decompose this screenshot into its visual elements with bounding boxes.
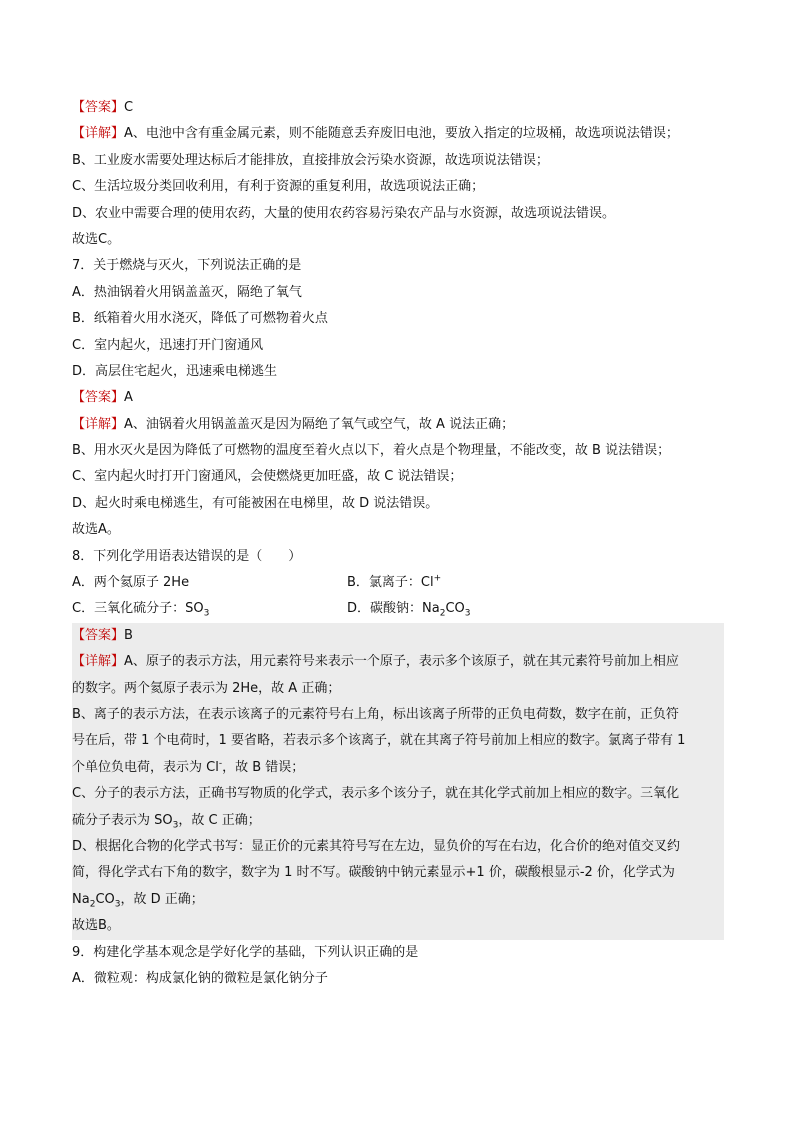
question-stem: 7．关于燃烧与灭火，下列说法正确的是 bbox=[72, 258, 302, 274]
detail-line bbox=[72, 649, 724, 675]
options-row bbox=[72, 570, 724, 596]
detail-text: A、电池中含有重金属元素，则不能随意丢弃废旧电池，要放入指定的垃圾桶，故选项说法错误； bbox=[124, 126, 679, 142]
detail-line: 简，得化学式右下角的数字，数字为 1 时不写。碳酸钠中钠元素显示+1 价，碳酸根显示-2 价，化学式为 bbox=[72, 865, 675, 881]
answer-value: C bbox=[124, 100, 134, 115]
detail-line: 的数字。两个氦原子表示为 2He，故 A 正确； bbox=[72, 680, 341, 696]
option-a: A．微粒观：构成氯化钠的微粒是氯化钠分子 bbox=[72, 970, 328, 986]
detail-line bbox=[72, 412, 724, 438]
detail-line: 号在后，带 1 个电荷时，1 要省略，若表示多个该离子，就在其离子符号前加上相应的数字。氯离子带有 1 bbox=[72, 733, 686, 749]
detail-line: 个单位负电荷，表示为 Cl-，故 B 错误； bbox=[72, 758, 305, 775]
answer-value: A bbox=[124, 390, 133, 406]
detail-text: A、油锅着火用锅盖盖灭是因为隔绝了氧气或空气，故 A 说法正确； bbox=[124, 416, 515, 432]
detail-line: C、生活垃圾分类回收利用，有利于资源的重复利用，故选项说法正确； bbox=[72, 179, 485, 195]
detail-line: C、分子的表示方法，正确书写物质的化学式，表示多个该分子，就在其化学式前加上相应的数字。三氧化 bbox=[72, 786, 680, 802]
detail-line: C、室内起火时打开门窗通风，会使燃烧更加旺盛，故 C 说法错误； bbox=[72, 469, 463, 485]
detail-line: D、农业中需要合理的使用农药，大量的使用农药容易污染农产品与水资源，故选项说法错误。 bbox=[72, 205, 616, 221]
question-stem: 8．下列化学用语表达错误的是（ ） bbox=[72, 548, 302, 564]
answer-line bbox=[72, 95, 724, 121]
detail-line: B、工业废水需要处理达标后才能排放，直接排放会污染水资源，故选项说法错误； bbox=[72, 152, 549, 168]
conclusion-line: 故选A。 bbox=[72, 522, 120, 538]
answer-line bbox=[72, 385, 724, 411]
answer-line bbox=[72, 623, 724, 649]
detail-line bbox=[72, 121, 724, 147]
answer-tag: 【答案】 bbox=[72, 627, 125, 643]
detail-tag: 【详解】 bbox=[72, 654, 125, 670]
explanation-block bbox=[72, 623, 724, 940]
option-c: C．三氧化硫分子：$SO_3$ bbox=[72, 601, 210, 620]
option-a: A．热油锅着火用锅盖盖灭，隔绝了氧气 bbox=[72, 284, 302, 300]
detail-line: B、离子的表示方法，在表示该离子的元素符号右上角，标出该离子所带的正负电荷数，数字在前，正负符 bbox=[72, 706, 679, 722]
detail-line: 硫分子表示为 $SO_3$，故 C 正确； bbox=[72, 812, 261, 831]
option-c: C．室内起火，迅速打开门窗通风 bbox=[72, 337, 264, 353]
detail-line: D、起火时乘电梯逃生，有可能被困在电梯里，故 D 说法错误。 bbox=[72, 495, 439, 511]
option-d: D．高层住宅起火，迅速乘电梯逃生 bbox=[72, 363, 278, 379]
option-a: A．两个氦原子 2He bbox=[72, 575, 190, 591]
option-b: B．氯离子：Cl+ bbox=[347, 573, 442, 591]
option-d: D．碳酸钠：$Na_2CO_3$ bbox=[347, 601, 471, 620]
detail-line: B、用水灭火是因为降低了可燃物的温度至着火点以下，着火点是个物理量，不能改变，故 B 说法错误； bbox=[72, 443, 671, 459]
answer-tag: 【答案】 bbox=[72, 100, 125, 115]
option-b: B．纸箱着火用水浇灭，降低了可燃物着火点 bbox=[72, 311, 328, 327]
detail-line: D、根据化合物的化学式书写：显正价的元素其符号写在左边，显负价的写在右边，化合价的绝对值交叉约 bbox=[72, 838, 681, 854]
detail-text: A、原子的表示方法，用元素符号来表示一个原子，表示多个该原子，就在其元素符号前加上相应 bbox=[124, 654, 679, 670]
conclusion-line: 故选C。 bbox=[72, 231, 121, 247]
question-stem: 9．构建化学基本观念是学好化学的基础，下列认识正确的是 bbox=[72, 944, 419, 960]
answer-value: B bbox=[124, 627, 133, 643]
detail-line: $Na_2CO_3$，故 D 正确； bbox=[72, 891, 204, 910]
detail-tag: 【详解】 bbox=[72, 126, 125, 142]
document-page bbox=[72, 95, 724, 992]
options-row bbox=[72, 596, 724, 622]
answer-tag: 【答案】 bbox=[72, 390, 125, 406]
conclusion-line: 故选B。 bbox=[72, 918, 120, 934]
detail-tag: 【详解】 bbox=[72, 416, 125, 432]
